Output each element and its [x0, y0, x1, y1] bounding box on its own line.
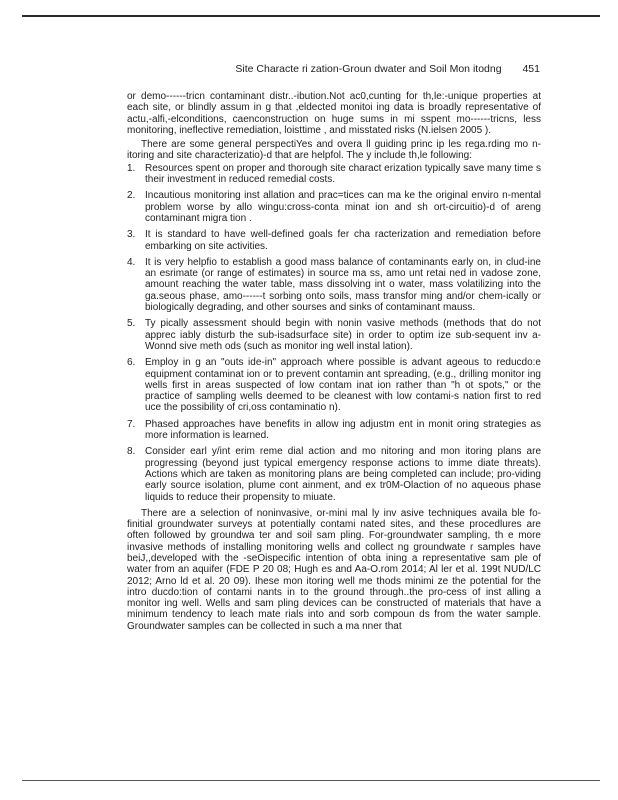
page-number: 451	[522, 63, 540, 75]
list-number: 1.	[127, 162, 136, 174]
list-number: 5.	[127, 318, 136, 330]
list-item	[127, 318, 541, 352]
bottom-rule	[22, 780, 600, 781]
list-item	[127, 419, 541, 442]
list-item	[127, 163, 541, 186]
running-header	[130, 63, 540, 75]
list-number: 6.	[127, 357, 136, 369]
perspectives-intro: There are some general perspectiYes and overa ll guiding princ ip les rega.rding mo n-itoring and site characterizatio)-d that are helpfol. The y include th,le following:	[127, 139, 541, 162]
intro-paragraph: or demo------tricn contaminant distr..-ibution.Not ac0,cunting for th,le:-unique properties at each site, or blindly assum in g that ,eldected monitoi ing data is broadly representative of actu,-alfi,-elconditions, caenconstruction on huge sums in mi sspent mo------tricns, less monitoring, ineflective remediation, loisttime , and misstated risks (N.ielsen 2005 ).	[127, 91, 541, 136]
list-text: Employ in g an "outs ide-in" approach where possible is advant ageous to reducdo:e equipment contaminat ion or to prevent contamin ant spreading, (e.g., drilling monitor ing wells first in areas suspected of low contam inat ion rather than "h ot spots," or the practice of sampling wells deemed to be cleanest with low contami-s nation first to red uce the possibility of cri,oss contaminatio n).	[145, 357, 541, 414]
running-title: Site Characte ri zation-Groun dwater and Soil Mon itodng	[235, 63, 502, 75]
list-item	[127, 257, 541, 313]
list-text: Consider earl y/int erim reme dial action and mo nitoring and mon itoring plans are progressing (beyond just typical emergency response actions to imme diate threats). Actions which are taken as monitoring plans are being completed can include; pro-viding early source isolation, plume cont ainment, and ex tr0M-Olaction of no aqueous phase liquids to reduce their propensity to miuate.	[145, 446, 541, 503]
list-text: It is standard to have well-defined goals fer cha racterization and remediation before embarking on site activities.	[145, 229, 541, 252]
list-text: Resources spent on proper and thorough site charact erization typically save many time s their investment in reduced remedial costs.	[145, 162, 541, 186]
list-number: 8.	[127, 446, 136, 458]
list-text: Incautious monitoring inst allation and prac=tices can ma ke the original enviro n-mental problem worse by allo wingu:cross-conta minat ion and sh ort-circuitio)-d of areng contaminant migra tion .	[145, 190, 541, 224]
list-item	[127, 190, 541, 224]
list-text: Ty pically assessment should begin with nonin vasive methods (methods that do not apprec iably disturb the sub-isadsurface site) in order to optim ize sub-sequent inv a-Wonnd sive meth ods (such as monitor ing well instal lation).	[145, 318, 541, 352]
list-number: 2.	[127, 190, 136, 202]
list-number: 4.	[127, 256, 136, 268]
list-text: Phased approaches have benefits in allow ing adjustm ent in monit oring strategies as more information is learned.	[145, 418, 541, 442]
list-item	[127, 446, 541, 502]
perspectives-list	[127, 163, 541, 503]
list-text: It is very helpfio to establish a good mass balance of contaminants early on, in clud-ine an esrimate (or range of estimates) in source ma ss, amo unt retai ned in vadose zone, amount reaching the water table, mass dissolving int o water, mass volatilizing into the ga.seous phase, amo------t sorbing onto soils, mass transfor ming and/or chem-ically or biologically degrading, and other sourses and sinks of contaminant mauss.	[145, 256, 541, 314]
list-item	[127, 229, 541, 252]
list-number: 3.	[127, 229, 136, 241]
closing-paragraph: There are a selection of noninvasive, or-mini mal ly inv asive techniques availa ble fo-finitial groundwater surveys at potentially contami nated sites, and these procedlures are often followed by groundwa ter and soil sam pling. For-groundwater sampling, th e more invasive methods of installing monitoring wells and collect ng groundwate r samples have beiJ,,developed with the -seOispecific intention of obta ining a representative sam ple of water from an aquifer (FDE P 20 08; Hugh es and Aa-O.rom 2014; Al ler et al. 199t NUD/LC 2012; Arno ld et al. 20 09). Ihese mon itoring well me thods minimi ze the potential for the intro ducdo:tion of contami nants in to the ground through..the pro-cess of inst alling a monitor ing well. Wells and sam pling devices can be constructed of materials that have a minimum tendency to leach mate rials into and sorb compoun ds from the water sample. Groundwater samples can be collected in such a ma nner that	[127, 507, 541, 632]
page-body	[127, 91, 541, 632]
list-number: 7.	[127, 418, 136, 430]
list-item	[127, 357, 541, 413]
top-rule	[22, 15, 600, 17]
